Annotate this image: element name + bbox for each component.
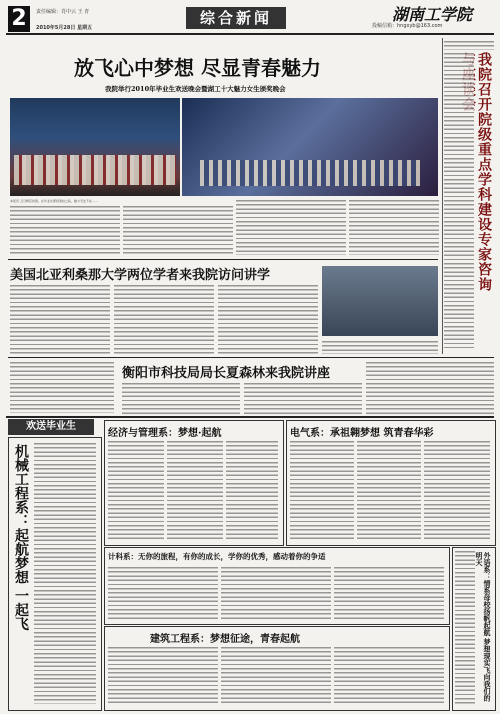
- lead-body-col4: [349, 199, 439, 255]
- elec-body-col2: [357, 440, 421, 540]
- econ-headline: 经济与管理系：梦想·起航: [108, 428, 222, 439]
- side-headline: 我院召开院级重点学科建设专家咨询: [476, 52, 492, 292]
- story2-body-col1: [10, 284, 110, 354]
- lead-body-col3: [236, 199, 346, 255]
- econ-body-col1: [108, 440, 164, 540]
- lead-headline: 放飞心中梦想 尽显青春魅力: [74, 56, 321, 80]
- side-body-col1: [444, 52, 474, 348]
- lead-photo-left-stage: [14, 155, 176, 185]
- lead-subhead: 我院举行2010年毕业生欢送晚会暨湖工十大魅力女生颁奖晚会: [105, 85, 286, 93]
- page-number: 2: [8, 6, 30, 32]
- story2-body-col3: [218, 284, 318, 354]
- section-title: 综合新闻: [199, 9, 272, 27]
- lead-photo-right-stage: [200, 160, 420, 186]
- side-body-top: [444, 40, 494, 50]
- cs-body-col2: [221, 566, 331, 619]
- story2-headline: 美国北亚利桑那大学两位学者来我院访问讲学: [10, 268, 271, 283]
- civil-body-col2: [221, 646, 331, 705]
- elec-headline: 电气系：承祖翱梦想 筑青春华彩: [290, 428, 434, 439]
- story3-body-col1: [10, 361, 114, 413]
- story2-body-col2: [114, 284, 214, 354]
- paper-name: 湖南工学院: [392, 5, 473, 24]
- grad-banner-label: 欢送毕业生: [26, 421, 76, 432]
- mech-title: 机械工程系：起航梦想 一起飞: [13, 444, 29, 631]
- lang-body: [455, 550, 475, 706]
- lead-body-col2: [123, 205, 233, 255]
- story2-caption: [322, 340, 438, 354]
- lead-caption: 本报讯 五月繁花似锦，在毕业生即将离校之际，魅力无处不在……: [10, 199, 98, 203]
- econ-body-col3: [226, 440, 278, 540]
- story2-photo: [322, 266, 438, 336]
- cs-body-col1: [108, 566, 218, 619]
- lang-title: 外语系：情系母校扬帆起航 梦想现实飞向我们的明天: [475, 552, 492, 702]
- civil-body-col3: [334, 646, 444, 705]
- date-line: 2010年5月28日 星期五: [36, 25, 93, 31]
- mech-body: [34, 442, 96, 704]
- editor-line: 责任编辑：肖中云 王 青: [36, 9, 90, 15]
- story3-body-col3: [244, 382, 362, 414]
- story3-rule: [8, 357, 494, 358]
- story3-body-col4: [366, 361, 494, 414]
- lead-body-col1: [10, 205, 120, 255]
- story3-headline: 衡阳市科技局局长夏森林来我院讲座: [122, 366, 331, 381]
- elec-body-col3: [424, 440, 490, 540]
- civil-body-col1: [108, 646, 218, 705]
- grad-rule: [6, 416, 494, 418]
- cs-body-col3: [334, 566, 444, 619]
- side-divider: [442, 38, 443, 354]
- cs-headline: 计科系：无你的旅程，有你的成长，学你的优秀，感动着你的争适: [108, 552, 326, 561]
- elec-body-col1: [290, 440, 354, 540]
- civil-headline: 建筑工程系：梦想征途，青春起航: [150, 634, 300, 645]
- econ-body-col2: [167, 440, 223, 540]
- contact-line: 投稿信箱：hngxyb@163.com: [372, 23, 443, 29]
- story2-rule: [8, 259, 438, 260]
- story3-body-col2: [122, 382, 240, 414]
- masthead-rule: [6, 33, 494, 35]
